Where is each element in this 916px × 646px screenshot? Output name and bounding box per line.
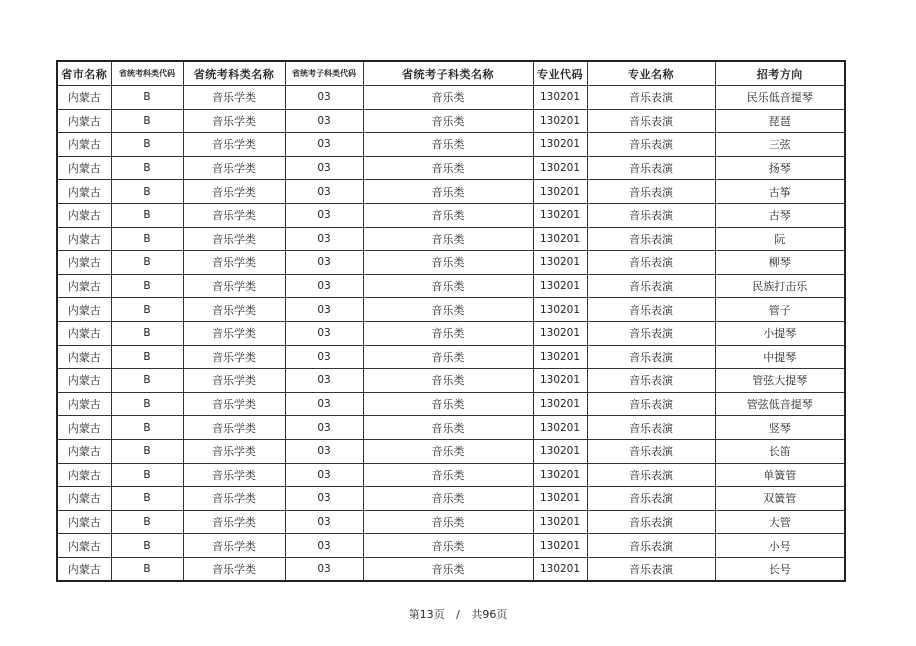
cell-province: 内蒙古	[57, 298, 111, 322]
cell-direction: 阮	[715, 227, 845, 251]
cell-province: 内蒙古	[57, 274, 111, 298]
cell-province: 内蒙古	[57, 321, 111, 345]
cell-category-name: 音乐学类	[183, 274, 285, 298]
table-row	[57, 416, 845, 440]
header-province: 省市名称	[57, 61, 111, 86]
cell-subcategory-code: 03	[285, 203, 363, 227]
cell-direction: 三弦	[715, 133, 845, 157]
cell-major-name: 音乐表演	[587, 274, 715, 298]
cell-direction: 民乐低音提琴	[715, 86, 845, 110]
cell-category-code: B	[111, 298, 183, 322]
cell-major-code: 130201	[533, 251, 587, 275]
cell-subcategory-code: 03	[285, 274, 363, 298]
header-subcategory-name: 省统考子科类名称	[363, 61, 533, 86]
table-row	[57, 557, 845, 581]
cell-major-code: 130201	[533, 203, 587, 227]
cell-major-code: 130201	[533, 133, 587, 157]
cell-major-name: 音乐表演	[587, 392, 715, 416]
admission-table	[56, 60, 846, 582]
cell-subcategory-name: 音乐类	[363, 180, 533, 204]
cell-subcategory-code: 03	[285, 416, 363, 440]
cell-subcategory-code: 03	[285, 487, 363, 511]
cell-subcategory-name: 音乐类	[363, 321, 533, 345]
cell-province: 内蒙古	[57, 369, 111, 393]
admission-table-sheet	[56, 60, 844, 582]
cell-category-code: B	[111, 109, 183, 133]
header-major-code: 专业代码	[533, 61, 587, 86]
cell-province: 内蒙古	[57, 416, 111, 440]
cell-subcategory-code: 03	[285, 86, 363, 110]
cell-subcategory-code: 03	[285, 439, 363, 463]
cell-direction: 大管	[715, 510, 845, 534]
cell-direction: 管弦大提琴	[715, 369, 845, 393]
cell-province: 内蒙古	[57, 392, 111, 416]
cell-category-name: 音乐学类	[183, 534, 285, 558]
cell-category-name: 音乐学类	[183, 463, 285, 487]
cell-category-code: B	[111, 439, 183, 463]
table-row	[57, 392, 845, 416]
cell-major-code: 130201	[533, 227, 587, 251]
cell-category-code: B	[111, 251, 183, 275]
cell-major-name: 音乐表演	[587, 251, 715, 275]
cell-category-code: B	[111, 534, 183, 558]
cell-category-code: B	[111, 274, 183, 298]
cell-major-code: 130201	[533, 86, 587, 110]
cell-major-code: 130201	[533, 557, 587, 581]
table-header-row	[57, 61, 845, 86]
cell-direction: 竖琴	[715, 416, 845, 440]
cell-direction: 小提琴	[715, 321, 845, 345]
page-number: 第13页	[408, 608, 445, 621]
cell-province: 内蒙古	[57, 180, 111, 204]
cell-direction: 柳琴	[715, 251, 845, 275]
cell-major-code: 130201	[533, 369, 587, 393]
cell-subcategory-name: 音乐类	[363, 86, 533, 110]
cell-major-code: 130201	[533, 439, 587, 463]
cell-province: 内蒙古	[57, 510, 111, 534]
cell-category-name: 音乐学类	[183, 180, 285, 204]
cell-province: 内蒙古	[57, 557, 111, 581]
cell-category-name: 音乐学类	[183, 156, 285, 180]
cell-major-code: 130201	[533, 156, 587, 180]
cell-direction: 民族打击乐	[715, 274, 845, 298]
cell-subcategory-name: 音乐类	[363, 203, 533, 227]
cell-subcategory-name: 音乐类	[363, 534, 533, 558]
cell-major-name: 音乐表演	[587, 298, 715, 322]
cell-province: 内蒙古	[57, 534, 111, 558]
cell-major-name: 音乐表演	[587, 321, 715, 345]
cell-category-code: B	[111, 156, 183, 180]
cell-province: 内蒙古	[57, 345, 111, 369]
cell-major-name: 音乐表演	[587, 439, 715, 463]
table-row	[57, 439, 845, 463]
page-total: 共96页	[471, 608, 508, 621]
cell-major-name: 音乐表演	[587, 534, 715, 558]
cell-province: 内蒙古	[57, 156, 111, 180]
table-row	[57, 274, 845, 298]
cell-category-code: B	[111, 321, 183, 345]
cell-category-code: B	[111, 463, 183, 487]
cell-direction: 古琴	[715, 203, 845, 227]
cell-category-code: B	[111, 133, 183, 157]
cell-major-name: 音乐表演	[587, 416, 715, 440]
table-row	[57, 369, 845, 393]
cell-province: 内蒙古	[57, 109, 111, 133]
table-row	[57, 510, 845, 534]
cell-major-code: 130201	[533, 463, 587, 487]
cell-province: 内蒙古	[57, 463, 111, 487]
cell-subcategory-name: 音乐类	[363, 369, 533, 393]
cell-subcategory-code: 03	[285, 227, 363, 251]
cell-major-name: 音乐表演	[587, 180, 715, 204]
cell-province: 内蒙古	[57, 227, 111, 251]
cell-category-name: 音乐学类	[183, 392, 285, 416]
cell-category-name: 音乐学类	[183, 369, 285, 393]
table-body	[57, 86, 845, 582]
cell-subcategory-code: 03	[285, 321, 363, 345]
page-footer	[0, 606, 916, 622]
cell-major-code: 130201	[533, 510, 587, 534]
cell-category-code: B	[111, 369, 183, 393]
table-row	[57, 345, 845, 369]
cell-province: 内蒙古	[57, 133, 111, 157]
cell-subcategory-code: 03	[285, 510, 363, 534]
cell-category-code: B	[111, 227, 183, 251]
cell-subcategory-name: 音乐类	[363, 109, 533, 133]
cell-category-name: 音乐学类	[183, 321, 285, 345]
table-row	[57, 321, 845, 345]
cell-subcategory-code: 03	[285, 369, 363, 393]
cell-category-code: B	[111, 510, 183, 534]
cell-category-name: 音乐学类	[183, 487, 285, 511]
table-row	[57, 534, 845, 558]
cell-subcategory-name: 音乐类	[363, 251, 533, 275]
table-row	[57, 463, 845, 487]
cell-category-name: 音乐学类	[183, 557, 285, 581]
cell-subcategory-code: 03	[285, 251, 363, 275]
cell-category-name: 音乐学类	[183, 298, 285, 322]
cell-province: 内蒙古	[57, 251, 111, 275]
cell-major-name: 音乐表演	[587, 86, 715, 110]
cell-category-name: 音乐学类	[183, 510, 285, 534]
cell-direction: 双簧管	[715, 487, 845, 511]
cell-subcategory-name: 音乐类	[363, 463, 533, 487]
table-row	[57, 251, 845, 275]
cell-direction: 古筝	[715, 180, 845, 204]
table-row	[57, 487, 845, 511]
cell-subcategory-code: 03	[285, 345, 363, 369]
cell-subcategory-name: 音乐类	[363, 392, 533, 416]
cell-province: 内蒙古	[57, 487, 111, 511]
cell-subcategory-code: 03	[285, 133, 363, 157]
cell-subcategory-code: 03	[285, 156, 363, 180]
cell-direction: 琵琶	[715, 109, 845, 133]
cell-major-code: 130201	[533, 345, 587, 369]
cell-province: 内蒙古	[57, 439, 111, 463]
cell-subcategory-name: 音乐类	[363, 416, 533, 440]
table-row	[57, 203, 845, 227]
cell-direction: 管子	[715, 298, 845, 322]
cell-direction: 中提琴	[715, 345, 845, 369]
cell-major-code: 130201	[533, 109, 587, 133]
cell-major-name: 音乐表演	[587, 203, 715, 227]
cell-subcategory-code: 03	[285, 534, 363, 558]
cell-category-name: 音乐学类	[183, 203, 285, 227]
cell-category-code: B	[111, 487, 183, 511]
cell-major-name: 音乐表演	[587, 345, 715, 369]
cell-direction: 管弦低音提琴	[715, 392, 845, 416]
cell-category-name: 音乐学类	[183, 439, 285, 463]
cell-major-code: 130201	[533, 180, 587, 204]
header-category-code: 省统考科类代码	[111, 61, 183, 86]
header-major-name: 专业名称	[587, 61, 715, 86]
cell-province: 内蒙古	[57, 86, 111, 110]
table-row	[57, 86, 845, 110]
cell-category-name: 音乐学类	[183, 109, 285, 133]
cell-major-name: 音乐表演	[587, 133, 715, 157]
cell-major-name: 音乐表演	[587, 156, 715, 180]
cell-direction: 小号	[715, 534, 845, 558]
header-category-name: 省统考科类名称	[183, 61, 285, 86]
cell-direction: 长笛	[715, 439, 845, 463]
cell-province: 内蒙古	[57, 203, 111, 227]
cell-major-name: 音乐表演	[587, 369, 715, 393]
cell-subcategory-name: 音乐类	[363, 133, 533, 157]
cell-subcategory-name: 音乐类	[363, 487, 533, 511]
cell-subcategory-name: 音乐类	[363, 439, 533, 463]
cell-major-code: 130201	[533, 534, 587, 558]
cell-subcategory-name: 音乐类	[363, 345, 533, 369]
cell-major-code: 130201	[533, 298, 587, 322]
cell-subcategory-code: 03	[285, 392, 363, 416]
cell-direction: 长号	[715, 557, 845, 581]
cell-category-code: B	[111, 416, 183, 440]
cell-major-code: 130201	[533, 321, 587, 345]
table-row	[57, 156, 845, 180]
cell-category-code: B	[111, 557, 183, 581]
cell-major-name: 音乐表演	[587, 487, 715, 511]
table-row	[57, 180, 845, 204]
table-row	[57, 133, 845, 157]
cell-category-name: 音乐学类	[183, 345, 285, 369]
cell-subcategory-code: 03	[285, 298, 363, 322]
page-separator: /	[456, 608, 460, 621]
cell-subcategory-name: 音乐类	[363, 557, 533, 581]
table-row	[57, 298, 845, 322]
cell-subcategory-code: 03	[285, 463, 363, 487]
cell-direction: 扬琴	[715, 156, 845, 180]
cell-category-code: B	[111, 86, 183, 110]
cell-major-name: 音乐表演	[587, 109, 715, 133]
cell-category-name: 音乐学类	[183, 86, 285, 110]
cell-subcategory-name: 音乐类	[363, 156, 533, 180]
cell-category-code: B	[111, 180, 183, 204]
header-subcategory-code: 省统考子科类代码	[285, 61, 363, 86]
cell-subcategory-name: 音乐类	[363, 274, 533, 298]
cell-subcategory-code: 03	[285, 557, 363, 581]
cell-major-code: 130201	[533, 487, 587, 511]
cell-major-name: 音乐表演	[587, 227, 715, 251]
cell-subcategory-name: 音乐类	[363, 510, 533, 534]
cell-subcategory-code: 03	[285, 109, 363, 133]
cell-direction: 单簧管	[715, 463, 845, 487]
cell-category-code: B	[111, 392, 183, 416]
header-direction: 招考方向	[715, 61, 845, 86]
cell-subcategory-name: 音乐类	[363, 227, 533, 251]
cell-major-code: 130201	[533, 274, 587, 298]
cell-subcategory-name: 音乐类	[363, 298, 533, 322]
cell-category-name: 音乐学类	[183, 227, 285, 251]
cell-category-name: 音乐学类	[183, 133, 285, 157]
cell-major-name: 音乐表演	[587, 510, 715, 534]
cell-major-name: 音乐表演	[587, 557, 715, 581]
cell-major-code: 130201	[533, 392, 587, 416]
cell-category-code: B	[111, 345, 183, 369]
cell-category-code: B	[111, 203, 183, 227]
cell-major-name: 音乐表演	[587, 463, 715, 487]
cell-major-code: 130201	[533, 416, 587, 440]
cell-category-name: 音乐学类	[183, 416, 285, 440]
cell-subcategory-code: 03	[285, 180, 363, 204]
table-row	[57, 109, 845, 133]
cell-category-name: 音乐学类	[183, 251, 285, 275]
table-row	[57, 227, 845, 251]
